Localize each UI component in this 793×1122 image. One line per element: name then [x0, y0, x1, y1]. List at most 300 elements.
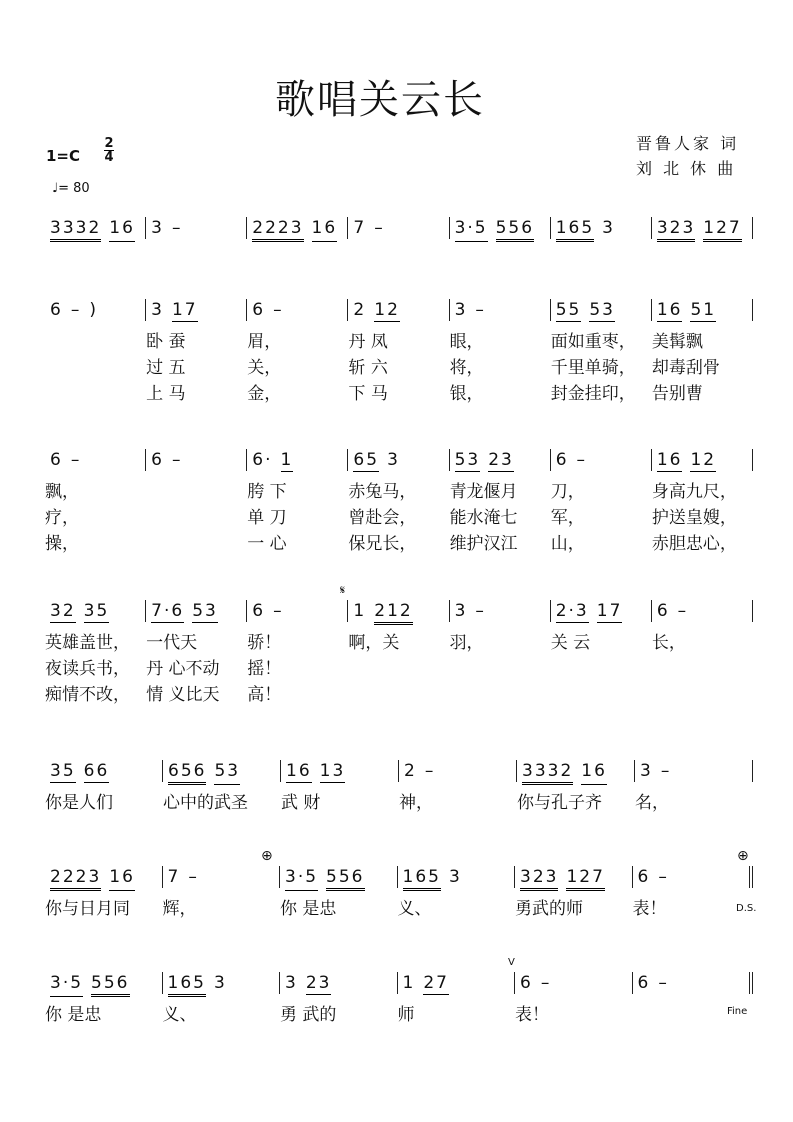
lyrics	[163, 1002, 197, 1028]
measure-notes	[398, 972, 515, 995]
lyric-verse-3: 赤胆忠心，	[651, 534, 737, 554]
lyric-verse-2: 军，	[550, 508, 585, 528]
note-group: 35	[50, 761, 76, 781]
measure-notes	[450, 600, 550, 622]
lyric-verse-1: 神，	[399, 793, 433, 813]
lyrics	[652, 479, 737, 557]
note-group: 16	[312, 217, 338, 242]
lyrics	[515, 896, 583, 922]
measure	[550, 449, 652, 554]
lyrics	[163, 896, 197, 922]
measure-notes	[551, 299, 651, 322]
note-group: 6·	[252, 450, 273, 470]
measure-notes	[517, 760, 634, 785]
note-group: 16	[581, 760, 607, 785]
note-group: 65	[353, 450, 380, 470]
lyric-verse-3: 高！	[247, 685, 282, 705]
measure	[551, 217, 652, 239]
measure-notes	[45, 972, 162, 997]
lyrics	[146, 630, 219, 708]
note-group: 12	[374, 300, 400, 320]
lyric-verse-2: 却毒刮骨	[651, 358, 720, 378]
note-group: –	[677, 601, 689, 621]
note-group: 7·6	[151, 601, 185, 621]
lyrics	[146, 329, 185, 407]
lyrics	[247, 630, 281, 708]
note-group: 6	[555, 450, 569, 470]
note-group: 127	[566, 866, 604, 891]
note-group: 556	[496, 217, 534, 242]
lyric-verse-1: 勇 武的	[280, 1005, 337, 1025]
measure-notes	[45, 760, 162, 783]
note-group: –	[658, 867, 669, 887]
measure	[45, 217, 146, 239]
note-group: –	[188, 867, 199, 887]
lyric-verse-1: 长，	[651, 633, 686, 653]
note-group: 7	[353, 218, 367, 238]
note-group: 6	[656, 601, 670, 621]
note-group: 16	[656, 450, 683, 470]
note-group: 3·5	[50, 972, 83, 997]
lyric-verse-2: 曾赴会，	[348, 508, 417, 528]
note-group: –	[70, 450, 82, 470]
note-group: )	[89, 300, 98, 320]
measure	[146, 299, 247, 404]
measure-notes	[146, 600, 246, 623]
measure-notes	[280, 866, 397, 891]
note-group: 3	[448, 867, 462, 887]
note-group: 3	[640, 761, 653, 781]
note-group: 53	[454, 450, 481, 470]
note-group: 323	[520, 866, 558, 891]
lyrics	[247, 479, 286, 557]
lyricist-credit: 晋鲁人家 词	[636, 134, 740, 153]
note-group: 55	[555, 300, 582, 320]
lyric-verse-1: 英雄盖世，	[45, 633, 130, 653]
measure	[247, 600, 348, 705]
measure-notes	[633, 866, 750, 888]
measure	[635, 760, 753, 813]
lyric-verse-2: 过 五	[146, 358, 186, 378]
measure-notes	[348, 449, 448, 472]
lyric-verse-3: 告别曹	[651, 384, 703, 404]
note-group: 13	[319, 761, 346, 781]
note-group: –	[171, 450, 183, 470]
lyric-verse-1: 面如重枣，	[550, 332, 636, 352]
note-group: 27	[423, 973, 449, 993]
note-group: 2223	[50, 866, 101, 891]
measure-notes	[398, 866, 515, 891]
measure-notes	[348, 217, 448, 239]
measure	[146, 600, 247, 705]
measure-notes	[633, 972, 750, 994]
lyric-verse-1: 师	[397, 1005, 415, 1025]
note-group: –	[374, 218, 385, 238]
note-group: 2	[404, 761, 417, 781]
lyric-verse-3: 痴情不改，	[45, 685, 130, 705]
time-sig-bottom: 4	[104, 150, 114, 165]
measure-notes	[45, 299, 145, 321]
measure	[280, 866, 398, 919]
note-group: 556	[326, 866, 364, 891]
measure	[162, 972, 281, 1025]
note-group: 23	[488, 450, 514, 470]
measure	[397, 866, 516, 919]
lyric-verse-1: 眉，	[247, 332, 282, 352]
measure	[348, 217, 449, 239]
lyrics	[450, 630, 484, 656]
segno-icon: 𝄋	[340, 583, 346, 597]
measure-notes	[45, 600, 145, 623]
lyric-verse-3: 山，	[550, 534, 585, 554]
note-group: 6	[50, 300, 63, 320]
measure	[517, 760, 635, 813]
lyric-verse-1: 表！	[515, 1005, 549, 1025]
lyrics	[652, 329, 720, 407]
lyric-verse-3: 下 马	[348, 384, 388, 404]
fine-marking: Fine	[727, 1006, 748, 1017]
note-group: 17	[596, 601, 623, 621]
measure-notes	[348, 600, 448, 625]
note-group: 32	[50, 601, 76, 621]
note-group: 66	[83, 761, 110, 781]
lyric-verse-2: 摇！	[247, 659, 282, 679]
measure-notes	[146, 299, 246, 322]
note-group: 656	[168, 760, 206, 785]
measure-notes	[450, 299, 550, 321]
note-group: 53	[214, 760, 240, 785]
measure	[651, 299, 753, 404]
measure-notes	[247, 600, 347, 622]
note-group: 323	[657, 217, 695, 242]
note-group: 3	[151, 218, 164, 238]
lyrics	[551, 479, 585, 557]
measure-notes	[348, 299, 448, 322]
note-group: –	[660, 761, 672, 781]
lyric-verse-1: 关 云	[550, 633, 591, 653]
lyric-verse-2: 关，	[247, 358, 282, 378]
note-group: 3	[454, 601, 468, 621]
measure-notes	[652, 217, 752, 242]
lyrics	[280, 1002, 336, 1028]
lyric-verse-3: 上 马	[146, 384, 186, 404]
note-group: 3	[285, 973, 298, 993]
lyrics	[45, 790, 113, 816]
measure	[515, 866, 633, 919]
note-group: 212	[374, 600, 412, 625]
lyric-verse-1: 表！	[632, 899, 667, 919]
lyrics	[517, 790, 602, 816]
time-sig-top: 2	[104, 136, 114, 151]
note-group: 3·5	[455, 217, 488, 242]
lyric-verse-1: 名，	[635, 793, 669, 813]
measure-notes	[551, 449, 651, 471]
lyric-verse-3: 银，	[449, 384, 484, 404]
measure	[247, 449, 348, 554]
measure-notes	[45, 449, 145, 471]
measure	[550, 299, 652, 404]
note-group: 3·5	[285, 866, 318, 891]
system-1	[45, 217, 753, 239]
lyrics	[633, 896, 667, 922]
lyric-verse-3: 情 义比天	[146, 685, 220, 705]
measure-notes	[551, 600, 651, 623]
lyric-verse-1: 飘，	[45, 482, 79, 502]
measure-notes	[163, 866, 280, 888]
lyrics	[348, 329, 387, 407]
time-signature	[104, 137, 114, 164]
note-group: 165	[168, 972, 206, 997]
note-group: 2·3	[555, 601, 589, 621]
lyrics	[348, 479, 416, 557]
note-group: 53	[589, 300, 615, 320]
note-group: 6	[50, 450, 63, 470]
lyric-verse-1: 丹 凤	[348, 332, 388, 352]
measure-notes	[399, 760, 516, 782]
lyric-verse-1: 骄！	[247, 633, 282, 653]
measure	[247, 217, 348, 239]
note-group: –	[658, 973, 669, 993]
note-group: 16	[656, 300, 683, 320]
note-group: 51	[690, 300, 717, 320]
measure	[348, 449, 449, 554]
lyric-verse-3: 保兄长，	[348, 534, 417, 554]
measure-notes	[450, 449, 550, 472]
system-2	[45, 299, 753, 404]
note-group: 16	[109, 217, 135, 242]
note-group: 23	[305, 973, 332, 993]
breath-mark: V	[508, 957, 515, 968]
measure-notes	[281, 760, 398, 783]
measure	[633, 972, 754, 994]
measure	[146, 449, 247, 471]
note-group: 3	[454, 300, 468, 320]
lyric-verse-1: 一代天	[146, 633, 198, 653]
lyrics	[450, 329, 484, 407]
measure-notes	[515, 972, 632, 994]
note-group: –	[424, 761, 436, 781]
lyric-verse-1: 你 是忠	[45, 1005, 102, 1025]
measure-notes	[652, 299, 752, 322]
measure	[550, 600, 652, 653]
note-group: 6	[252, 601, 266, 621]
lyric-verse-1: 你与日月同	[45, 899, 130, 919]
note-group: –	[171, 218, 183, 238]
composer-credit: 刘 北 休 曲	[636, 159, 737, 178]
lyric-verse-1: 卧 蚕	[146, 332, 186, 352]
lyric-verse-2: 单 刀	[247, 508, 287, 528]
system-5	[45, 760, 753, 813]
measure-notes	[635, 760, 752, 782]
note-group: 16	[286, 761, 312, 781]
note-group: 3332	[522, 760, 573, 785]
note-group: 35	[83, 601, 110, 621]
measure	[449, 449, 551, 554]
measure	[348, 299, 449, 404]
note-group: 17	[171, 300, 198, 320]
lyrics	[398, 896, 432, 922]
lyrics	[247, 329, 281, 407]
lyric-verse-3: 一 心	[247, 534, 287, 554]
lyric-verse-2: 护送皇嫂，	[651, 508, 737, 528]
measure-notes	[450, 217, 550, 242]
note-group: 2	[353, 300, 367, 320]
measure-notes	[515, 866, 632, 891]
note-group: –	[576, 450, 588, 470]
lyric-verse-2: 将，	[449, 358, 484, 378]
lyric-verse-2: 能水淹七	[449, 508, 518, 528]
system-4	[45, 600, 753, 705]
system-3	[45, 449, 753, 554]
note-group: 6	[151, 450, 164, 470]
lyric-verse-1: 你是人们	[45, 793, 113, 813]
lyric-verse-3: 封金挂印，	[550, 384, 636, 404]
lyrics	[515, 1002, 549, 1028]
measure-notes	[45, 866, 162, 891]
note-group: 1	[280, 450, 294, 470]
lyrics	[45, 630, 130, 708]
lyrics	[450, 479, 518, 557]
lyric-verse-1: 武 财	[281, 793, 321, 813]
measure-notes	[652, 449, 752, 472]
measure-notes	[652, 600, 752, 622]
lyrics	[45, 479, 79, 557]
lyric-verse-1: 眼，	[449, 332, 484, 352]
measure	[281, 760, 399, 813]
lyrics	[635, 790, 669, 816]
note-group: 6	[252, 300, 266, 320]
measure-notes	[280, 972, 397, 995]
lyrics	[551, 630, 590, 656]
note-group: –	[273, 300, 284, 320]
measure	[449, 600, 551, 653]
key-signature: 1=C	[46, 147, 81, 165]
measure-notes	[45, 217, 145, 242]
measure	[163, 760, 281, 813]
note-group: 3	[602, 218, 615, 238]
lyric-verse-1: 义、	[397, 899, 432, 919]
lyric-verse-1: 勇武的师	[515, 899, 583, 919]
note-group: 3	[387, 450, 400, 470]
measure	[247, 299, 348, 404]
measure-notes	[146, 217, 246, 239]
lyric-verse-2: 夜读兵书，	[45, 659, 130, 679]
note-group: 3	[213, 973, 227, 993]
ds-marking: D.S.	[736, 903, 757, 914]
lyrics	[281, 790, 320, 816]
measure	[348, 600, 449, 653]
note-group: 6	[520, 973, 533, 993]
note-group: 53	[192, 601, 218, 621]
song-title: 歌唱关云长	[275, 77, 485, 123]
lyric-verse-1: 心中的武圣	[163, 793, 248, 813]
measure	[652, 217, 753, 239]
note-group: –	[70, 300, 82, 320]
note-group: 127	[703, 217, 741, 242]
lyric-verse-1: 青龙偃月	[449, 482, 518, 502]
measure	[45, 600, 146, 705]
measure-notes	[146, 449, 246, 471]
measure	[146, 217, 247, 239]
note-group: 6	[637, 973, 651, 993]
measure-notes	[163, 760, 280, 785]
lyric-verse-3: 金，	[247, 384, 282, 404]
measure	[515, 972, 633, 1025]
coda-icon: ⊕	[261, 848, 273, 864]
lyric-verse-1: 你 是忠	[280, 899, 337, 919]
lyric-verse-1: 羽，	[449, 633, 484, 653]
lyric-verse-2: 丹 心不动	[146, 659, 220, 679]
note-group: 165	[556, 217, 594, 242]
measure	[45, 866, 163, 919]
note-group: –	[273, 601, 284, 621]
lyrics	[652, 630, 686, 656]
note-group: 12	[690, 450, 717, 470]
note-group: 1	[353, 601, 367, 621]
note-group: –	[475, 300, 486, 320]
coda-icon-end: ⊕	[737, 848, 749, 864]
lyric-verse-2: 千里单骑，	[550, 358, 636, 378]
measure	[162, 866, 281, 919]
lyric-verse-1: 赤兔马，	[348, 482, 417, 502]
lyric-verse-1: 美髯飘	[651, 332, 703, 352]
lyrics	[45, 896, 130, 922]
lyric-verse-3: 操，	[45, 534, 79, 554]
lyric-verse-3: 维护汉江	[449, 534, 518, 554]
lyrics	[280, 896, 336, 922]
lyric-verse-1: 你与孔子齐	[517, 793, 602, 813]
measure	[45, 972, 163, 1025]
lyric-verse-1: 胯 下	[247, 482, 287, 502]
measure	[45, 449, 146, 554]
lyrics	[398, 1002, 415, 1028]
note-group: 1	[402, 973, 416, 993]
tempo-marking: ♩= 80	[52, 181, 90, 196]
note-group: –	[540, 973, 552, 993]
lyrics	[551, 329, 636, 407]
note-group: 6	[637, 867, 651, 887]
measure	[45, 299, 146, 321]
lyrics	[45, 1002, 101, 1028]
note-group: –	[475, 601, 486, 621]
lyric-verse-1: 刀，	[550, 482, 585, 502]
measure-notes	[247, 299, 347, 321]
lyric-verse-1: 身高九尺，	[651, 482, 737, 502]
note-group: 556	[91, 972, 129, 997]
note-group: 165	[403, 866, 441, 891]
measure	[397, 972, 516, 1025]
lyric-verse-2: 疗，	[45, 508, 79, 528]
measure	[280, 972, 398, 1025]
measure	[45, 760, 163, 813]
lyric-verse-2: 斩 六	[348, 358, 388, 378]
measure-notes	[551, 217, 651, 242]
measure	[651, 600, 753, 653]
measure	[450, 217, 551, 239]
measure-notes	[247, 449, 347, 472]
lyric-verse-1: 啊，关	[348, 633, 400, 653]
measure	[399, 760, 517, 813]
measure-notes	[247, 217, 347, 242]
note-group: 3332	[50, 217, 101, 242]
note-group: 7	[167, 867, 181, 887]
lyrics	[163, 790, 248, 816]
note-group: 16	[109, 866, 135, 891]
note-group: 2223	[252, 217, 303, 242]
note-group: 3	[151, 300, 164, 320]
measure	[449, 299, 551, 404]
lyrics	[348, 630, 399, 656]
